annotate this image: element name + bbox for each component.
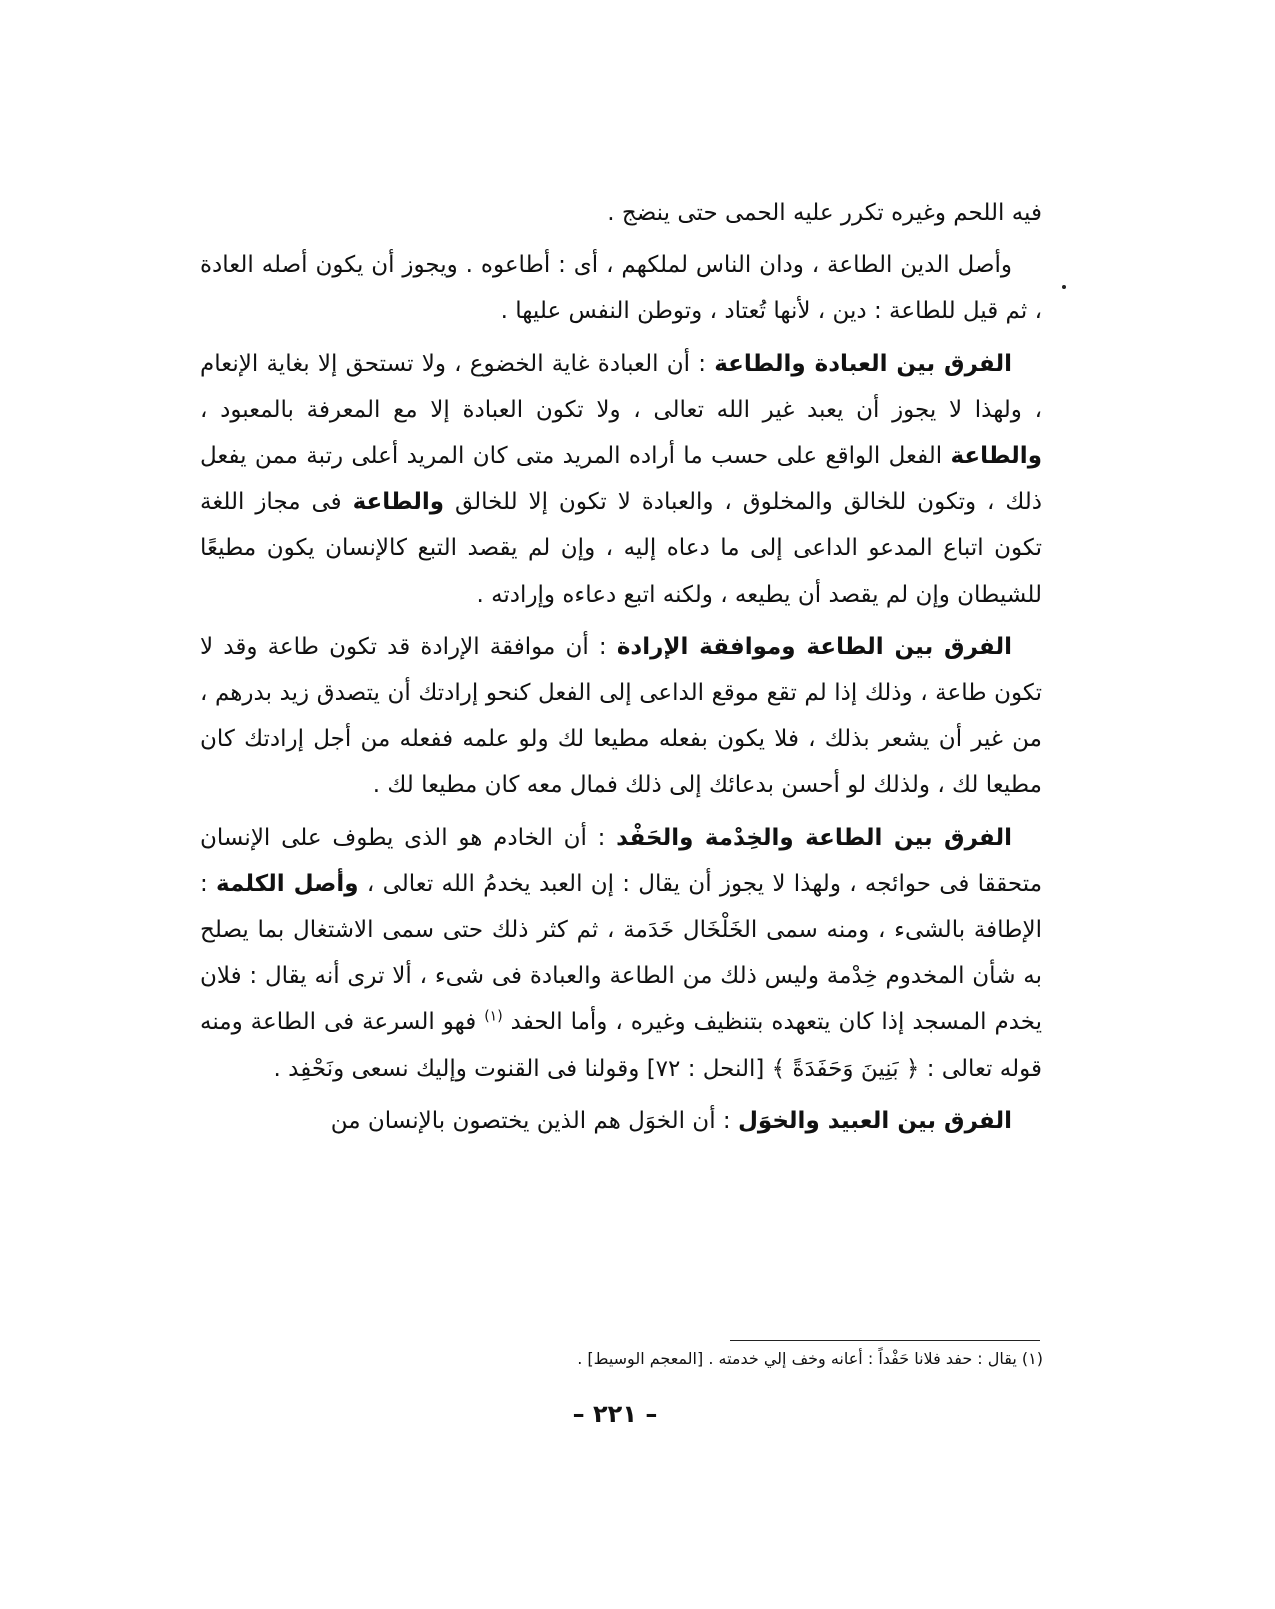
section-heading: الفرق بين العبادة والطاعة — [714, 350, 1012, 377]
section-text: الفعل الواقع على حسب ما أراده المريد متى كان المريد أعلى رتبة ممن يفعل ذلك ، وتكون للخالق والمخلوق ، والعبادة لا تكون إلا للخالق — [200, 443, 1042, 516]
section-heading: الفرق بين الطاعة والخِدْمة والحَفْد — [616, 824, 1012, 851]
section-text: فهو السرعة فى الطاعة ومنه قوله تعالى : ﴿ بَنِينَ وَحَفَدَةً ﴾ [النحل : ٧٢] وقولنا فى القنوت وإليك نسعى ونَحْفِد . — [200, 1009, 1042, 1082]
section-abid-khawal — [200, 1098, 1042, 1144]
paragraph-din-origin: وأصل الدين الطاعة ، ودان الناس لملكهم ، أى : أطاعوه . ويجوز أن يكون أصله العادة ، ثم قيل للطاعة : دين ، لأنها تُعتاد ، وتوطن النفس عليها . — [200, 252, 1042, 325]
section-text: : أن العبادة غاية الخضوع ، ولا تستحق إلا بغاية الإنعام ، ولهذا لا يجوز أن يعبد غير الله تعالى ، ولا تكون العبادة إلا مع المعرفة بالمعبود ، — [200, 350, 1042, 423]
paragraph-continuation: فيه اللحم وغيره تكرر عليه الحمى حتى ينضج . — [607, 200, 1042, 226]
section-text: : أن موافقة الإرادة قد تكون طاعة وقد لا تكون طاعة ، وذلك إذا لم تقع موقع الداعى إلى الفعل كنحو إرادتك أن يتصدق زيد بدرهم ، من غير أن يشعر بذلك ، فلا يكون بفعله مطيعا لك ولو علمه ففعله من أجل إرادتك كان مطيعا لك ، ولذلك لو أحسن بدعائك إلى ذلك فمال معه كان مطيعا لك . — [200, 633, 1042, 799]
section-text: فى مجاز اللغة تكون اتباع المدعو الداعى إلى ما دعاه إليه ، وإن لم يقصد التبع كالإنسان يكون مطيعًا للشيطان وإن لم يقصد أن يطيعه ، ولكنه اتبع دعاءه وإرادته . — [200, 489, 1042, 608]
section-taa-khidma-hafd — [200, 815, 1042, 1092]
keyword: والطاعة — [950, 443, 1042, 470]
scan-speck — [1062, 285, 1066, 289]
section-text: : أن الخادم هو الذى يطوف على الإنسان متحققا فى حوائجه ، ولهذا لا يجوز أن يقال : إن العبد يخدمُ الله تعالى ، — [200, 824, 1043, 897]
section-text: : أن الخوَل هم الذين يختصون بالإنسان من — [330, 1107, 731, 1134]
section-heading: الفرق بين الطاعة وموافقة الإرادة — [616, 633, 1012, 660]
footnote-rule — [730, 1340, 1040, 1341]
page-body — [200, 190, 1042, 1150]
section-ibada-taa — [200, 341, 1042, 618]
footnote-marker: (١) — [484, 1008, 503, 1025]
section-taa-irada — [200, 624, 1042, 809]
page-number: – ٢٢١ – — [572, 1400, 658, 1428]
footnote: (١) يقال : حفد فلانا حَفْداً : أعانه وخف إلي خدمته . [المعجم الوسيط] . — [577, 1349, 1043, 1368]
section-heading: الفرق بين العبيد والخوَل — [737, 1107, 1012, 1134]
keyword: والطاعة — [352, 489, 445, 516]
keyword: وأصل الكلمة — [216, 870, 359, 897]
section-text: : الإطافة بالشىء ، ومنه سمى الخَلْخَال خَدَمة ، ثم كثر ذلك حتى سمى الاشتغال بما يصلح به شأن المخدوم خِدْمة وليس ذلك من الطاعة والعبادة فى شىء ، ألا ترى أنه يقال : فلان يخدم المسجد إذا كان يتعهده بتنظيف وغيره ، وأما الحفد — [200, 870, 1043, 1036]
